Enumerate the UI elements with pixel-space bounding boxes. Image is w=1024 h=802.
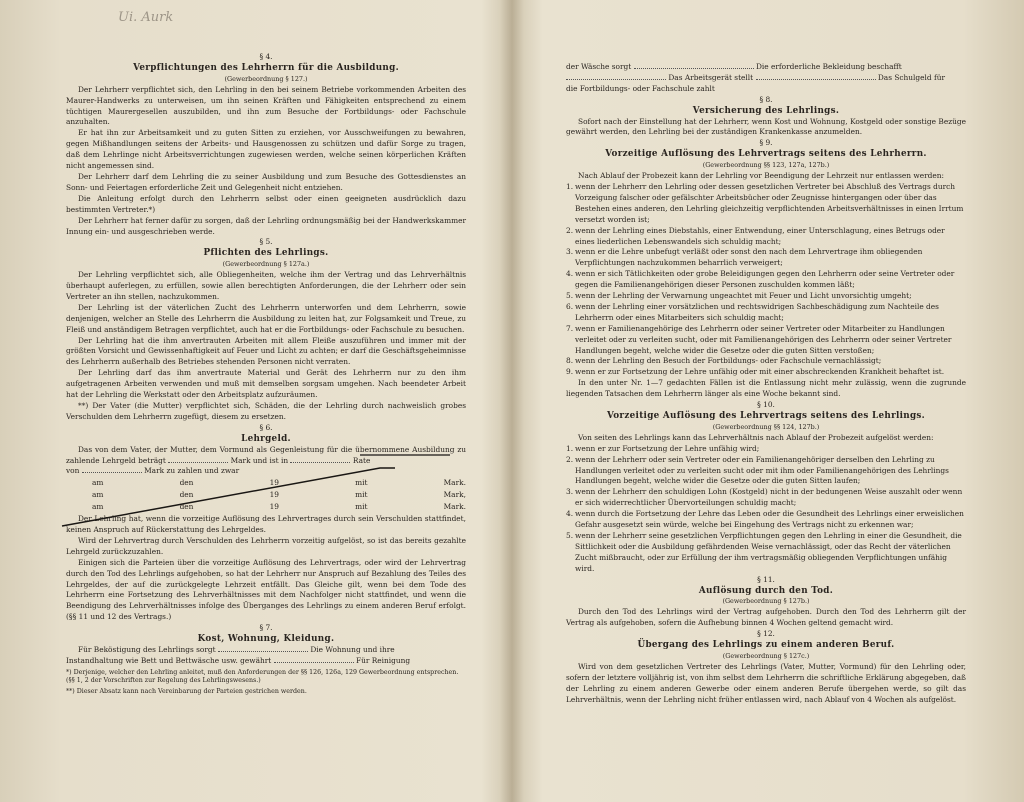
section-11-title: Auflösung durch den Tod.	[698, 585, 834, 596]
section-4-para: Der Lehrherr darf dem Lehrling die zu seiner Ausbildung und zum Besuche des Gottesdienstes an Sonn- und Feiertagen erforderliche Zeit und Gelegenheit nicht entziehen.	[66, 171, 466, 192]
board-label: Für Beköstigung des Lehrlings sorgt	[78, 644, 216, 654]
list-item-text: wenn der Lehrherr seine gesetzlichen Verpflichtungen gegen den Lehrling in einer die Gesundheit, die Sittlichkeit oder die Ausbildung gefährdenden Weise vernachlässigt, oder das Recht der väterlichen Zucht mißbraucht, oder zur Erfüllung der ihm vertragsmäßig obliegenden Verpflichtungen unfähig wird.	[575, 530, 962, 573]
mark-label: Mark.	[443, 478, 466, 488]
fee-intro: Das von dem Vater, der Mutter, dem Vormund als Gegenleistung für die übernommene Ausbildung zu zahlende Lehrgeld beträgt	[66, 444, 466, 465]
section-11-number: § 11.	[757, 574, 775, 584]
list-item	[566, 226, 966, 248]
am-label: am	[92, 478, 104, 488]
list-item-number: 5.	[566, 530, 574, 540]
list-item-number: 2.	[566, 454, 574, 464]
right-column	[566, 62, 966, 705]
list-item-number: 5.	[566, 291, 574, 301]
list-item	[566, 324, 966, 357]
list-item-number: 3.	[566, 247, 574, 257]
list-item-number: 4.	[566, 509, 574, 519]
year-label: 19	[269, 490, 279, 500]
section-7-number: § 7.	[259, 623, 273, 633]
section-6-para: Einigen sich die Parteien über die vorzeitige Auflösung des Lehrvertrags, oder wird der Lehrvertrag durch den Tod des Lehrlings aufgehoben, so hat der Lehrherr nur Anspruch auf Bezahlung des Teiles des Lehrgeldes, der auf die zurückgelegte Lehrzeit entfällt. Das Gleiche gilt, wenn bei dem Tode des Lehrherrn eine Fortsetzung des Lehrverhältnisses mit dem Nachfolger nicht stattfindet, und wenn die Beendigung des Lehrverhältnisses infolge des Überganges des Lehrlings zu einem anderen Beruf erfolgt. (§§ 11 und 12 des Vertrags.)	[66, 557, 466, 622]
section-8-number: § 8.	[759, 94, 773, 104]
fee-mark-label: Mark und ist in	[230, 455, 289, 465]
mit-label: mit	[355, 478, 368, 488]
am-label: am	[92, 490, 104, 500]
list-item	[566, 444, 966, 455]
section-4-para: Der Lehrherr verpflichtet sich, den Lehrling in den bei seinem Betriebe vorkommenden Arbeiten des Maurer-Handwerks zu unterweisen, um ihn seinen Kräften und Fähigkeiten entsprechend zu einem tüchtigen Maurergesellen auszubilden, und ihn zum Besuche der Fortbildungs- oder Fachschule anzuhalten.	[66, 84, 466, 127]
list-item-number: 2.	[566, 225, 574, 235]
list-item-text: wenn der Lehrherr oder sein Vertreter oder ein Familienangehöriger derselben den Lehrling zu Handlungen verleitet oder zu verleiten sucht oder mit ihm oder Familienangehörigen des Lehrlings Handlungen begeht, welche wider die Gesetze oder die guten Sitten laufen;	[575, 454, 949, 486]
section-4-number: § 4.	[259, 52, 273, 61]
section-9-number: § 9.	[759, 138, 773, 148]
rate-label: Rate	[352, 455, 371, 465]
section-10-number: § 10.	[757, 400, 775, 410]
list-item	[566, 247, 966, 269]
section-12-para: Wird von dem gesetzlichen Vertreter des Lehrlings (Vater, Mutter, Vormund) für den Lehrling oder, sofern der letztere volljährig ist, von ihm selbst dem Lehrherrn die schriftliche Erklärung abgegeben, daß der Lehrling zu einem anderen Gewerbe oder einem anderen Berufe übergehen werde, so gilt das Lehrverhältnis, wenn der Lehrling nicht früher entlassen wird, nach Ablauf von 4 Wochen als aufgelöst.	[566, 661, 966, 704]
list-item-number: 8.	[566, 356, 574, 366]
mark-label: Mark,	[443, 490, 466, 500]
clothing-label: Die erforderliche Bekleidung beschafft	[755, 62, 902, 71]
section-6-para: Der Lehrling hat, wenn die vorzeitige Auflösung des Lehrvertrages durch sein Verschulden stattfindet, keinen Anspruch auf Rückerstattung des Lehrgeldes.	[66, 514, 466, 534]
list-item	[566, 487, 966, 509]
section-8-para: Sofort nach der Einstellung hat der Lehrherr, wenn Kost und Wohnung, Kostgeld oder sonstige Bezüge gewährt werden, den Lehrling bei der zuständigen Krankenkasse anzumelden.	[566, 116, 966, 137]
section-4-title: Verpflichtungen des Lehrherrn für die Ausbildung.	[133, 62, 399, 73]
section-5-para: Der Lehrling hat die ihm anvertrauten Arbeiten mit allem Fleiße auszuführen und immer mit der größten Vorsicht und Gewissenhaftigkeit auf Feuer und Licht zu achten; er darf die Geschäftsgeheimnisse des Lehrherrn außerhalb des Betriebes stehenden Personen nicht verraten.	[66, 335, 466, 367]
mit-label: mit	[355, 490, 368, 500]
section-10-list	[566, 444, 966, 575]
right-top-line-1	[566, 62, 966, 73]
list-item-text: wenn der Lehrling den Besuch der Fortbildungs- oder Fachschule vernachlässigt;	[575, 356, 882, 366]
year-label: 19	[269, 502, 279, 512]
list-item	[566, 367, 966, 378]
list-item	[566, 182, 966, 226]
bedding-label: Instandhaltung wie Bett und Bettwäsche usw. gewährt	[66, 655, 272, 665]
cleaning-label: Für Reinigung	[355, 655, 411, 665]
den-label: den	[179, 490, 194, 500]
pencil-note: Ui. Aurk	[118, 10, 174, 25]
list-item	[566, 531, 966, 575]
list-item-number: 7.	[566, 323, 574, 333]
section-6-para: Wird der Lehrvertrag durch Verschulden des Lehrherrn vorzeitig aufgelöst, so ist das bereits gezahlte Lehrgeld zurückzuzahlen.	[66, 535, 466, 556]
list-item-text: wenn der Lehrling einer vorsätzlichen und rechtswidrigen Sachbeschädigung zum Nachteile des Lehrherrn oder eines Mitarbeiters sich schuldig macht;	[575, 301, 939, 322]
list-item	[566, 455, 966, 488]
den-label: den	[179, 478, 194, 488]
list-item-text: wenn er zur Fortsetzung der Lehre unfähig oder mit einer abschreckenden Krankheit behaftet ist.	[575, 367, 945, 377]
section-7-title: Kost, Wohnung, Kleidung.	[197, 634, 335, 645]
list-item-number: 9.	[566, 367, 574, 377]
section-9-intro: Nach Ablauf der Probezeit kann der Lehrling vor Beendigung der Lehrzeit nur entlassen werden:	[578, 171, 944, 181]
right-top-line-3: die Fortbildungs- oder Fachschule zahlt	[566, 83, 715, 93]
mark-zahlen-label: Mark zu zahlen und zwar	[144, 466, 240, 476]
section-9-title: Vorzeitige Auflösung des Lehrvertrags seitens des Lehrherrn.	[605, 149, 927, 160]
list-item-text: wenn der Lehrherr den Lehrling oder dessen gesetzlichen Vertreter bei Abschluß des Vertrags durch Vorzeigung falscher oder gefälschter Arbeitsbücher oder Zeugnisse hintergangen oder über das Bestehen eines anderen, den Lehrling gleichzeitig verpflichtenden Arbeitsverhältnisses in einen Irrtum versetzt worden ist;	[575, 181, 964, 224]
section-5-para: Der Lehrling ist der väterlichen Zucht des Lehrherrn unterworfen und dem Lehrherrn, sowie denjenigen, welcher an Stelle des Lehrherrn die Ausbildung zu leiten hat, zur Folgsamkeit und Treue, zu Fleiß und anständigem Betragen verpflichtet, auch hat er die Fortbildungs- oder Fachschule zu besuchen.	[66, 302, 466, 334]
section-4-ref: (Gewerbeordnung § 127.)	[224, 74, 308, 83]
list-item-text: wenn er Familienangehörige des Lehrherrn oder seiner Vertreter oder Mitarbeiter zu Handlungen verleitet oder zu verleiten sucht, oder mit Familienangehörigen des Lehrherrn oder seiner Vertreter Handlungen begeht, welche wider die Gesetze oder die guten Sitten verstoßen;	[575, 323, 952, 355]
section-9-ref: (Gewerbeordnung §§ 123, 127a, 127b.)	[702, 161, 830, 170]
section-12-ref: (Gewerbeordnung § 127c.)	[722, 651, 810, 660]
footnote: *) Derjenige, welcher den Lehrling anleitet, muß den Anforderungen der §§ 126, 126a, 129 Gewerbeordnung entsprechen. (§§ 1, 2 der Vorschriften zur Regelung des Lehrlingswesens.)	[66, 668, 459, 685]
list-item-text: wenn der Lehrling der Verwarnung ungeachtet mit Feuer und Licht unvorsichtig umgeht;	[575, 291, 912, 301]
section-12-title: Übergang des Lehrlings zu einem anderen Beruf.	[637, 640, 895, 651]
list-item-number: 1.	[566, 181, 574, 191]
footnote: **) Dieser Absatz kann nach Vereinbarung der Parteien gestrichen werden.	[66, 687, 307, 695]
section-10-ref: (Gewerbeordnung §§ 124, 127b.)	[712, 422, 820, 431]
section-11-ref: (Gewerbeordnung § 127b.)	[722, 597, 810, 606]
section-5-para: Der Lehrling darf das ihm anvertraute Material und Gerät des Lehrherrn nur zu den ihm aufgetragenen Arbeiten verwenden und muß mit demselben sorgsam umgehen. Nach beendeter Arbeit hat der Lehrling die Werkstatt oder den Arbeitsplatz aufzuräumen.	[66, 368, 466, 400]
tools-blank	[566, 79, 666, 80]
list-item	[566, 509, 966, 531]
section-9-outro: In den unter Nr. 1—7 gedachten Fällen ist die Entlassung nicht mehr zulässig, wenn die zugrunde liegenden Tatsachen dem Lehrherrn länger als eine Woche bekannt sind.	[566, 378, 966, 399]
section-12-number: § 12.	[757, 629, 775, 639]
section-11-para: Durch den Tod des Lehrlings wird der Vertrag aufgehoben. Durch den Tod des Lehrherrn gilt der Vertrag als aufgehoben, sofern die Aufhebung binnen 4 Wochen geltend gemacht wird.	[566, 607, 966, 628]
list-item-text: wenn der Lehrherr den schuldigen Lohn (Kostgeld) nicht in der bedungenen Weise auszahlt oder wenn er sich widerrechtlicher Übervorteilungen schuldig macht;	[575, 487, 963, 508]
section-5-number: § 5.	[259, 237, 273, 247]
section-9-list	[566, 182, 966, 378]
section-5-ref: (Gewerbeordnung § 127a.)	[222, 260, 310, 269]
section-10-title: Vorzeitige Auflösung des Lehrvertrags seitens des Lehrlings.	[606, 411, 926, 421]
section-5-para: **) Der Vater (die Mutter) verpflichtet sich, Schäden, die der Lehrling durch nachweislich grobes Verschulden dem Lehrherrn zugefügt, diesem zu ersetzen.	[66, 401, 466, 421]
mit-label: mit	[355, 502, 368, 512]
section-4-para: Er hat ihn zur Arbeitsamkeit und zu guten Sitten zu erziehen, vor Ausschweifungen zu bewahren, gegen Mißhandlungen seitens der Arbeits- und Hausgenossen zu schützen und dafür Sorge zu tragen, daß dem Lehrlinge nicht Arbeitsverrichtungen zugewiesen werden, welche seinen körperlichen Kräften nicht angemessen sind.	[66, 128, 466, 171]
list-item-text: wenn durch die Fortsetzung der Lehre das Leben oder die Gesundheit des Lehrlings einer erweislichen Gefahr ausgesetzt sein würde, welche bei Eingehung des Vertrags nicht zu erkennen war;	[575, 509, 964, 530]
section-5-para: Der Lehrling verpflichtet sich, alle Obliegenheiten, welche ihm der Vertrag und das Lehrverhältnis überhaupt auferlegen, zu erfüllen, sowie allen berechtigten Anforderungen, die der Lehrherr oder sein Vertreter an ihn stellen, nachzukommen.	[66, 270, 466, 301]
section-4-para: Die Anleitung erfolgt durch den Lehrherrn selbst oder einen geeigneten ausdrücklich dazu bestimmten Vertreter.*)	[66, 193, 466, 214]
section-6-number: § 6.	[259, 422, 273, 432]
tools-label: Das Arbeitsgerät stellt	[668, 72, 754, 82]
von-label: von	[66, 466, 80, 476]
school-fee-label: Das Schulgeld für	[877, 72, 945, 82]
list-item-text: wenn er zur Fortsetzung der Lehre unfähig wird;	[575, 443, 760, 453]
list-item-number: 3.	[566, 487, 574, 497]
list-item-text: wenn er die Lehre unbefugt verläßt oder sonst den nach dem Lehrvertrage ihm obliegenden Verpflichtungen nachzukommen beharrlich verweigert;	[575, 247, 923, 268]
list-item-number: 6.	[566, 301, 574, 311]
list-item	[566, 269, 966, 291]
laundry-label: der Wäsche sorgt	[566, 62, 632, 71]
laundry-blank	[634, 68, 754, 69]
list-item	[566, 356, 966, 367]
mark-label: Mark.	[443, 502, 466, 512]
section-5-title: Pflichten des Lehrlings.	[203, 248, 329, 259]
den-label: den	[179, 502, 194, 512]
school-blank	[756, 79, 876, 80]
housing-label: Die Wohnung und ihre	[310, 644, 395, 654]
list-item-number: 4.	[566, 269, 574, 279]
section-6-title: Lehrgeld.	[241, 433, 291, 444]
section-8-title: Versicherung des Lehrlings.	[692, 105, 840, 116]
year-label: 19	[269, 478, 279, 488]
am-label: am	[92, 502, 104, 512]
section-10-intro: Von seiten des Lehrlings kann das Lehrverhältnis nach Ablauf der Probezeit aufgelöst werden:	[578, 432, 934, 442]
list-item-text: wenn der Lehrling eines Diebstahls, einer Entwendung, einer Unterschlagung, eines Betrugs oder eines liederlichen Lebenswandels sich schuldig macht;	[575, 225, 945, 246]
right-top-line-2	[566, 73, 966, 84]
section-4-para: Der Lehrherr hat ferner dafür zu sorgen, daß der Lehrling ordnungsmäßig bei der Handwerkskammer Innung ein- und ausgeschrieben werde.	[66, 215, 466, 236]
list-item	[566, 291, 966, 302]
list-item	[566, 302, 966, 324]
list-item-text: wenn er sich Tätlichkeiten oder grobe Beleidigungen gegen den Lehrherrn oder seine Vertreter oder gegen die Familienangehörigen dieser Personen zuschulden kommen läßt;	[575, 269, 955, 290]
list-item-number: 1.	[566, 443, 574, 453]
